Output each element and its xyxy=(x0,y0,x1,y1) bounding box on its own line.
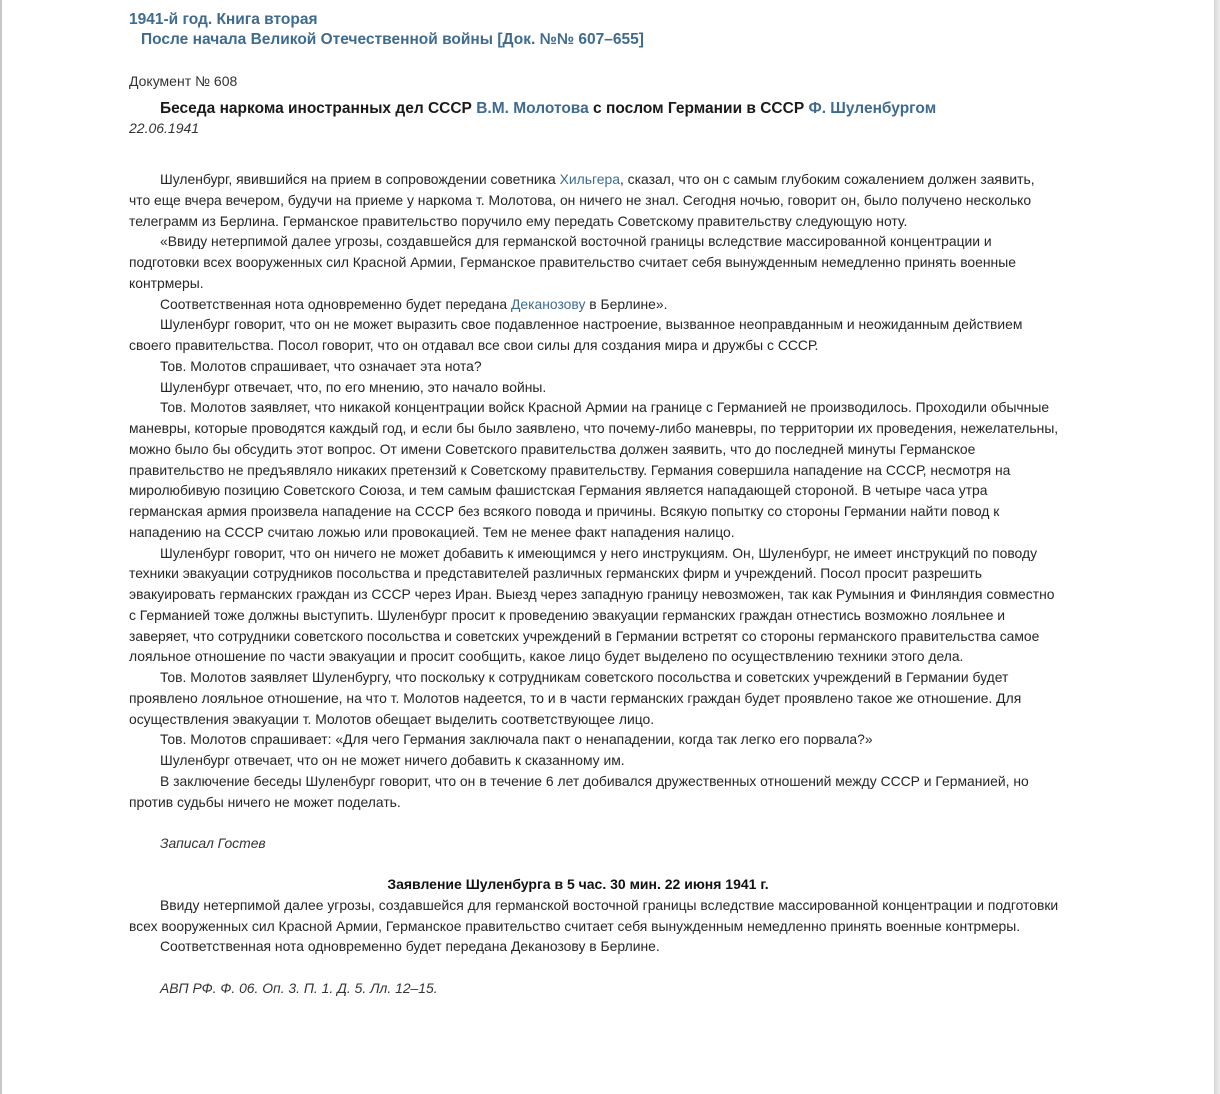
schulenburg-link[interactable]: Ф. Шуленбургом xyxy=(808,100,937,117)
paragraph-1-text-b: , сказал, что он с самым глубоким сожалением должен заявить, что еще вчера вечером, будучи на приеме у наркома т. Молотова, он ничего не знал. Сегодня ночью, говорит он, было получено несколько телеграмм из Берлина. Германское правительство поручило ему передать Советскому правительству следующую ноту. xyxy=(129,171,1035,229)
book-title-link[interactable]: 1941-й год. Книга вторая xyxy=(129,11,318,28)
title-text-part1: Беседа наркома иностранных дел СССР xyxy=(160,100,477,117)
paragraph-6: Шуленбург отвечает, что, по его мнению, это начало войны. xyxy=(160,378,547,395)
paragraph-12: В заключение беседы Шуленбург говорит, что он в течение 6 лет добивался дружественных отношений между СССР и Германией, но против судьбы ничего не может поделать. xyxy=(129,772,1029,810)
paragraph-10: Тов. Молотов спрашивает: «Для чего Германия заключала пакт о ненападении, когда так легко его порвала?» xyxy=(160,731,873,748)
paragraph-11: Шуленбург отвечает, что он не может ничего добавить к сказанному им. xyxy=(160,752,625,768)
molotov-link[interactable]: В.М. Молотова xyxy=(476,100,589,117)
statement-paragraph-1: Ввиду нетерпимой далее угрозы, создавшейся для германской восточной границы вследствие массированной концентрации и подготовки всех вооруженных сил Красной Армии, Германское правительство считает себя вынужденным немедленно принять военные контрмеры. xyxy=(129,896,1059,934)
paragraph-7: Тов. Молотов заявляет, что никакой концентрации войск Красной Армии на границе с Германией не производилось. Проходили обычные маневры, которые проводятся каждый год, и если бы было заявлено, что почему-либо маневры, по территории их проведения, нежелательны, можно было бы обсудить этот вопрос. От имени Советского правительства должен заявить, что до последней минуты Германское правительство не предъявляло никаких претензий к Советскому правительству. Германия совершила нападение на СССР, несмотря на миролюбивую позицию Советского Союза, и тем самым фашистская Германия является нападающей стороной. В четыре часа утра германская армия произвела нападение на СССР без всякого повода и причины. Всякую попытку со стороны Германии найти повод к нападению на СССР считаю ложью или провокацией. Тем не менее факт нападения налицо. xyxy=(129,399,1059,540)
archive-reference: АВП РФ. Ф. 06. Оп. 3. П. 1. Д. 5. Лл. 12–15. xyxy=(160,980,438,996)
paragraph-3-text-a: Соответственная нота одновременно будет передана xyxy=(160,295,511,312)
paragraph-1-text-a: Шуленбург, явившийся на прием в сопровождении советника xyxy=(160,171,560,187)
paragraph-4: Шуленбург говорит, что он не может выразить свое подавленное настроение, вызванное неоправданным и неожиданным действием своего правительства. Посол говорит, что он отдавал все свои силы для создания мира и дружбы с СССР. xyxy=(129,316,1023,353)
window-right-border xyxy=(1214,0,1220,1094)
paragraph-2: «Ввиду нетерпимой далее угрозы, создавшейся для германской восточной границы вследствие массированной концентрации и подготовки всех вооруженных сил Красной Армии, Германское правительство считает себя вынужденным немедленно принять военные контрмеры. xyxy=(129,233,1016,291)
statement-paragraph-2: Соответственная нота одновременно будет передана Деканозову в Берлине. xyxy=(160,938,660,955)
document-date: 22.06.1941 xyxy=(129,120,200,136)
statement-title: Заявление Шуленбурга в 5 час. 30 мин. 22 июня 1941 г. xyxy=(387,876,769,892)
document-number: Документ № 608 xyxy=(129,73,238,89)
paragraph-3-text-b: в Берлине». xyxy=(585,295,668,312)
paragraph-1 xyxy=(129,169,1059,231)
paragraph-9: Тов. Молотов заявляет Шуленбургу, что поскольку к сотрудникам советского посольства и советских учреждений в Германии будет проявлено лояльное отношение, на что т. Молотов надеется, то и в части германских граждан будет проявлено такое же отношение. Для осуществления эвакуации т. Молотов обещает выделить соответствующее лицо. xyxy=(129,669,1022,727)
document-title xyxy=(129,99,1059,119)
statement-text xyxy=(129,895,1059,957)
signature: Записал Гостев xyxy=(160,835,266,852)
title-text-part2: с послом Германии в СССР xyxy=(588,100,809,117)
paragraph-8: Шуленбург говорит, что он ничего не может добавить к имеющимся у него инструкциям. Он, Шуленбург, не имеет инструкций по поводу техники эвакуации сотрудников посольства и представителей различных германских фирм и учреждений. Посол просит разрешить эвакуировать германских граждан из СССР через Иран. Выезд через западную границу невозможен, так как Румыния и Финляндия совместно с Германией тоже должны выступить. Шуленбург просит к проведению эвакуации германских граждан отнестись возможно лояльнее и заверяет, что сотрудники советского посольства и советских учреждений в Германии встретят со стороны германского правительства самое лояльное отношение по части эвакуации и просит сообщить, какое лицо будет выделено по осуществлению техники этого дела. xyxy=(129,544,1055,665)
paragraph-5: Тов. Молотов спрашивает, что означает эта нота? xyxy=(160,357,482,374)
conversation-text xyxy=(129,169,1059,812)
paragraph-3 xyxy=(129,294,1059,315)
dekanozov-link[interactable]: Деканозову xyxy=(510,295,586,312)
document-page xyxy=(129,10,1059,999)
window-left-border xyxy=(0,0,2,1094)
section-title-link[interactable]: После начала Великой Отечественной войны [Док. №№ 607–655] xyxy=(141,31,644,48)
hilger-link[interactable]: Хильгера xyxy=(559,171,620,187)
